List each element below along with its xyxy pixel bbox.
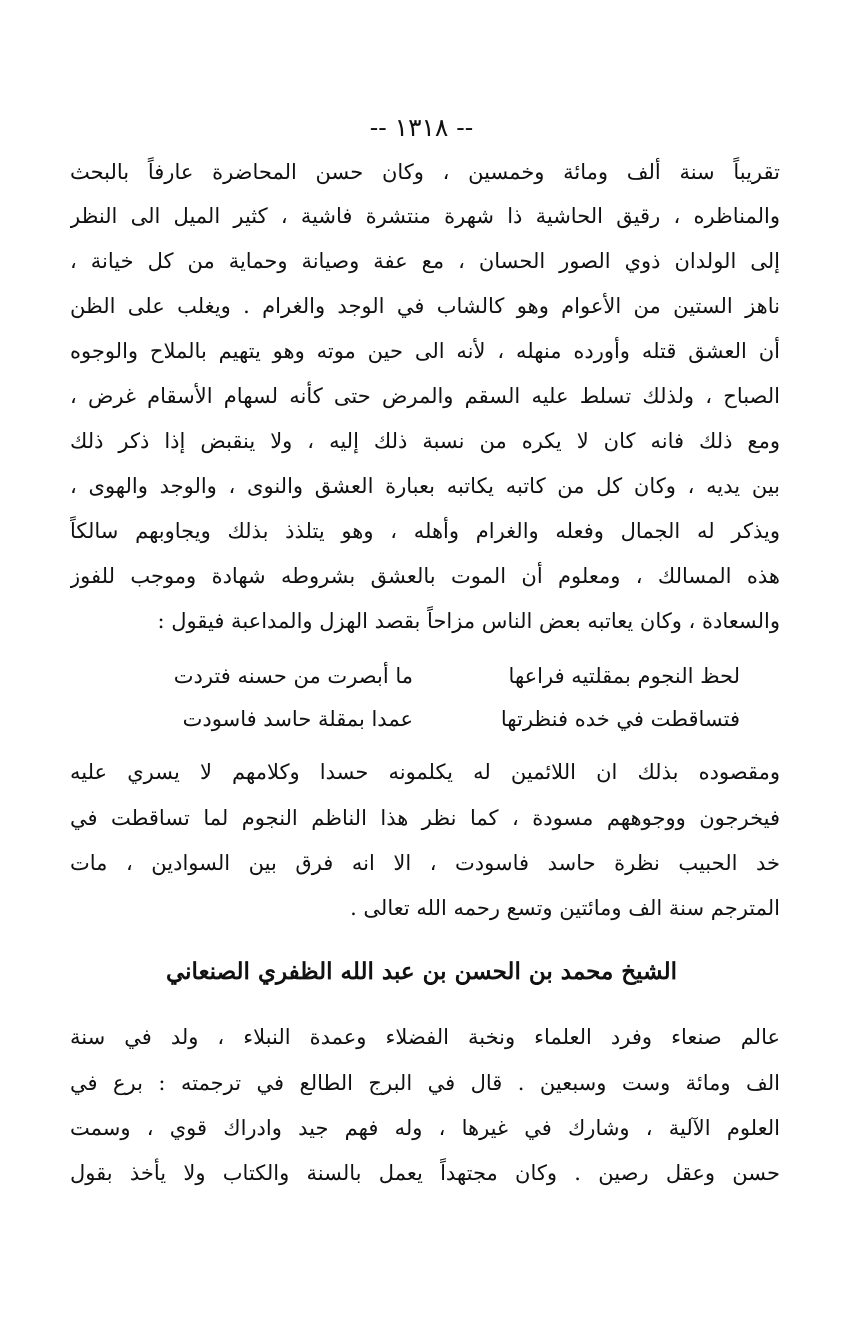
text-line: بين يديه ، وكان كل من كاتبه يكاتبه بعبارة العشق والنوى ، والوجد والهوى ،: [70, 474, 780, 498]
text-line: خد الحبيب نظرة حاسد فاسودت ، الا انه فرق بين السوادين ، مات: [70, 851, 780, 875]
text-line: أن العشق قتله وأورده منهله ، لأنه الى حين موته وهو يتهيم بالملاح والوجوه: [70, 339, 780, 363]
text-line: الصباح ، ولذلك تسلط عليه السقم والمرض حتى كأنه لسهام الأسقام غرض ،: [70, 384, 780, 408]
text-line: الف ومائة وست وسبعين . قال في البرج الطالع في ترجمته : برع في: [70, 1071, 780, 1095]
text-line: ناهز الستين من الأعوام وهو كالشاب في الوجد والغرام . ويغلب على الظن: [70, 294, 780, 318]
text-line: تقريباً سنة ألف ومائة وخمسين ، وكان حسن المحاضرة عارفاً بالبحث: [70, 160, 780, 184]
section-heading: الشيخ محمد بن الحسن بن عبد الله الظفري الصنعاني: [165, 958, 678, 985]
text-line: فيخرجون ووجوههم مسودة ، كما نظر هذا الناظم النجوم لما تساقطت في: [70, 806, 780, 830]
text-line: ومع ذلك فانه كان لا يكره من نسبة ذلك إليه ، ولا ينقبض إذا ذكر ذلك: [70, 429, 780, 453]
text-line: العلوم الآلية ، وشارك في غيرها ، وله فهم جيد وادراك قوي ، وسمت: [70, 1116, 780, 1140]
text-line: إلى الولدان ذوي الصور الحسان ، مع عفة وصيانة وحماية من كل خيانة ،: [70, 249, 780, 273]
text-line: ومقصوده بذلك ان اللائمين له يكلمونه حسدا وكلامهم لا يسري عليه: [70, 760, 780, 784]
text-line: المترجم سنة الف ومائتين وتسع رحمه الله تعالى .: [350, 896, 780, 920]
page-number: -- ١٣١٨ --: [369, 113, 474, 142]
verse-hemistich: فتساقطت في خده فنظرتها: [500, 707, 740, 731]
text-line: والسعادة ، وكان يعاتبه بعض الناس مزاحاً بقصد الهزل والمداعبة فيقول :: [157, 609, 780, 633]
text-line: هذه المسالك ، ومعلوم أن الموت بالعشق بشروطه شهادة وموجب للفوز: [70, 564, 780, 588]
verse-hemistich: لحظ النجوم بمقلتيه فراعها: [508, 664, 740, 688]
text-line: والمناظره ، رقيق الحاشية ذا شهرة منتشرة فاشية ، كثير الميل الى النظر: [70, 204, 780, 228]
verse-hemistich: عمدا بمقلة حاسد فاسودت: [182, 707, 413, 731]
verse-hemistich: ما أبصرت من حسنه فتردت: [173, 664, 413, 688]
text-line: حسن وعقل رصين . وكان مجتهداً يعمل بالسنة والكتاب ولا يأخذ بقول: [70, 1161, 780, 1185]
text-line: ويذكر له الجمال وفعله والغرام وأهله ، وهو يتلذذ بذلك ويجاوبهم سالكاً: [70, 519, 780, 543]
text-line: عالم صنعاء وفرد العلماء ونخبة الفضلاء وعمدة النبلاء ، ولد في سنة: [70, 1025, 780, 1049]
